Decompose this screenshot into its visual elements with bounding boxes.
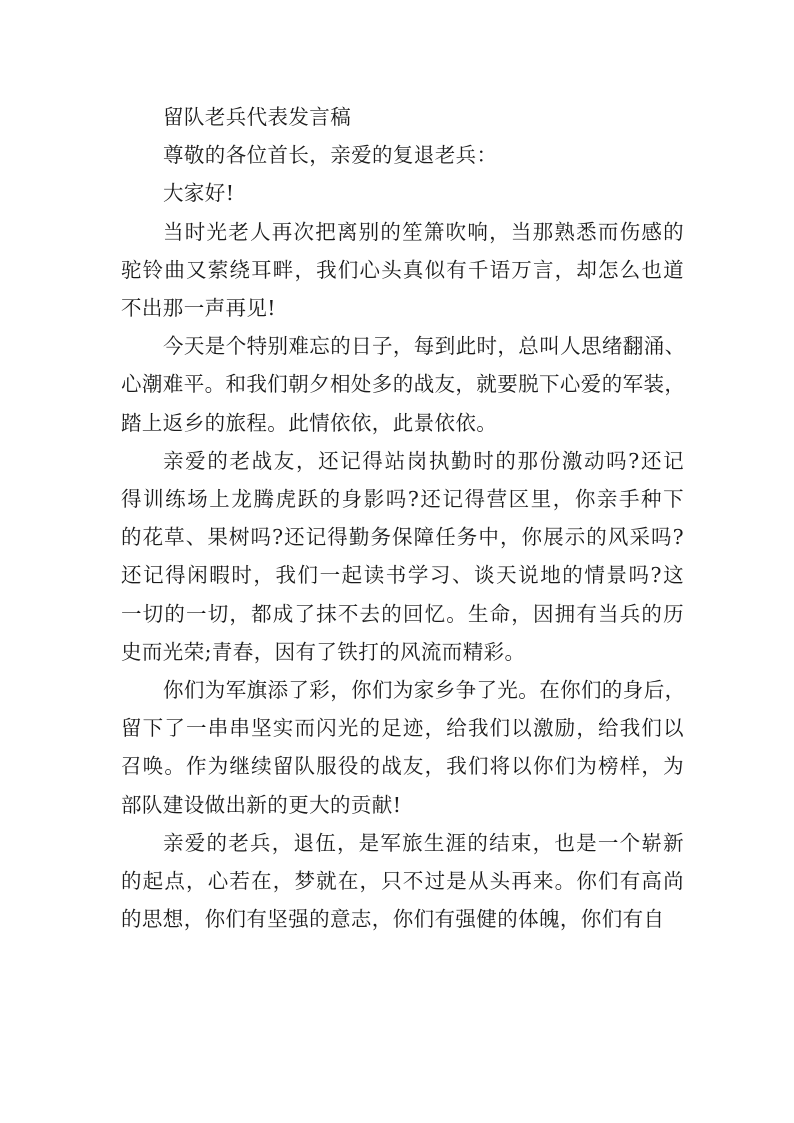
paragraph-line: 你们为军旗添了彩，你们为家乡争了光。在你们的身后， [163,678,686,703]
paragraph-line: 的思想，你们有坚强的意志，你们有强健的体魄，你们有自 [121,907,665,932]
paragraph-line: 亲爱的老战友，还记得站岗执勤时的那份激动吗?还记 [163,448,684,473]
paragraph-line: 留下了一串串坚实而闪光的足迹，给我们以激励，给我们以 [121,716,684,741]
title-text: 留队老兵代表发言稿 [163,105,352,129]
paragraph-line: 驼铃曲又萦绕耳畔，我们心头真似有千语万言，却怎么也道 [121,257,684,282]
document-page [121,98,684,938]
paragraph-line: 心潮难平。和我们朝夕相处多的战友，就要脱下心爱的军装， [121,372,686,397]
paragraph-line: 史而光荣;青春，因有了铁打的风流而精彩。 [121,639,526,664]
salutation-text: 尊敬的各位首长，亲爱的复退老兵： [163,143,498,168]
body-paragraph [121,671,684,824]
greeting [121,174,684,212]
paragraph-line: 的花草、果树吗?还记得勤务保障任务中，你展示的风采吗? [121,525,684,550]
paragraph-line: 当时光老人再次把离别的笙箫吹响，当那熟悉而伤感的 [163,219,684,244]
paragraph-line: 召唤。作为继续留队服役的战友，我们将以你们为榜样，为 [121,754,684,779]
greeting-text: 大家好! [163,181,235,206]
body-paragraph [121,213,684,328]
paragraph-line: 部队建设做出新的更大的贡献! [121,792,402,817]
body-paragraph [121,327,684,442]
paragraph-line: 今天是个特别难忘的日子，每到此时，总叫人思绪翻涌、 [163,334,686,359]
paragraph-line: 一切的一切，都成了抹不去的回忆。生命，因拥有当兵的历 [121,601,684,626]
document-title [121,98,684,136]
paragraph-line: 亲爱的老兵，退伍，是军旅生涯的结束，也是一个崭新 [163,830,684,855]
salutation [121,136,684,174]
paragraph-line: 踏上返乡的旅程。此情依依，此景依依。 [121,410,498,435]
paragraph-line: 不出那一声再见! [121,296,276,321]
body-paragraph [121,442,684,671]
paragraph-line: 得训练场上龙腾虎跃的身影吗?还记得营区里，你亲手种下 [121,487,684,512]
body-paragraphs [121,213,684,939]
paragraph-line: 的起点，心若在，梦就在，只不过是从头再来。你们有高尚 [121,869,684,894]
paragraph-line: 还记得闲暇时，我们一起读书学习、谈天说地的情景吗?这 [121,563,684,588]
body-paragraph [121,824,684,939]
